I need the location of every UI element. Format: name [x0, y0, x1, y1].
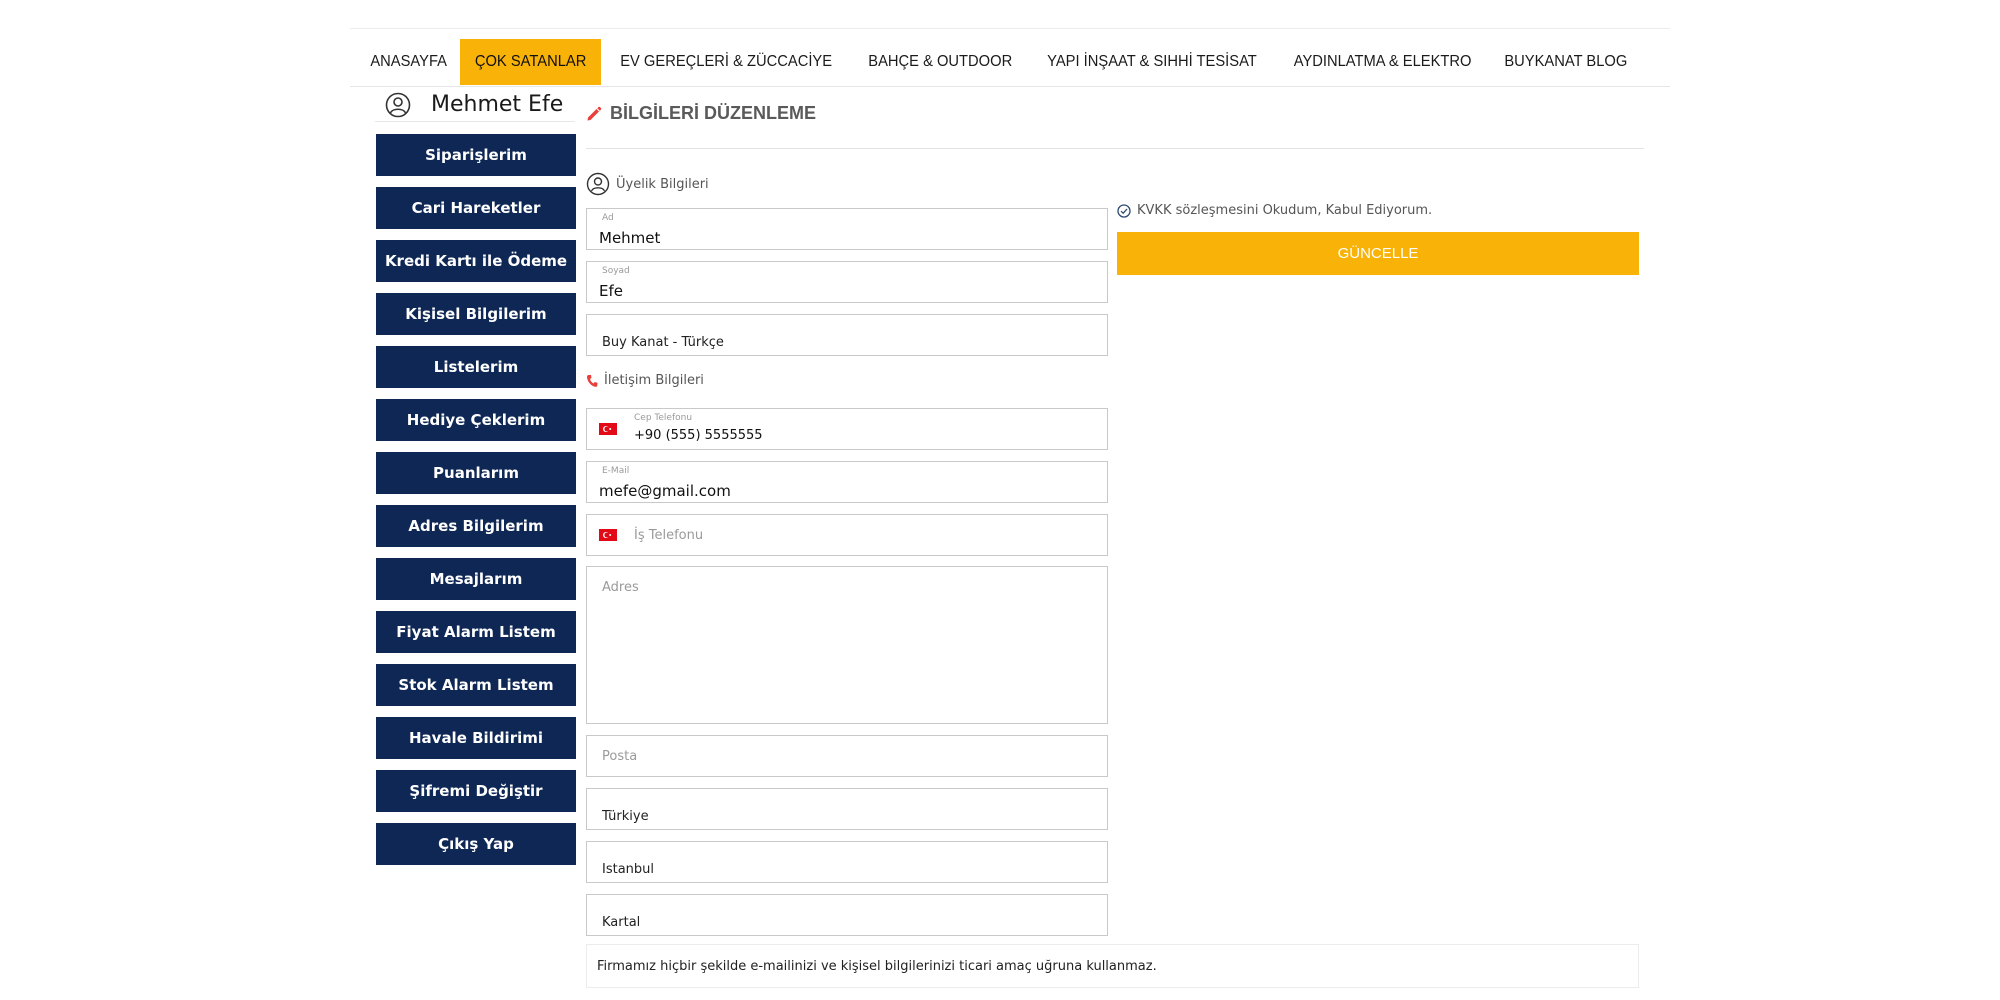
user-circle-icon — [586, 172, 610, 196]
sidebar-item-sifremi-degistir[interactable] — [376, 770, 576, 812]
pencil-icon — [586, 106, 602, 122]
nav-item-label: EV GEREÇLERİ & ZÜCCACİYE — [620, 53, 833, 70]
last-name-value: Efe — [599, 282, 623, 300]
privacy-note-text: Firmamız hiçbir şekilde e-mailinizi ve kişisel bilgilerinizi ticari amaç uğruna kullanmaz. — [597, 958, 1157, 974]
sidebar-item-label: Puanlarım — [433, 464, 519, 482]
district-value: Kartal — [602, 915, 641, 930]
kvkk-consent-text: KVKK sözleşmesini Okudum, Kabul Ediyorum. — [1137, 203, 1433, 218]
contact-section-text: İletişim Bilgileri — [604, 373, 704, 388]
sidebar-item-fiyat-alarm[interactable] — [376, 611, 576, 653]
sidebar-item-label: Listelerim — [433, 358, 519, 376]
store-language-value: Buy Kanat - Türkçe — [602, 335, 724, 350]
sidebar-item-stok-alarm[interactable] — [376, 664, 576, 706]
nav-item-anasayfa[interactable] — [357, 39, 460, 85]
sidebar-item-puanlarim[interactable] — [376, 452, 576, 494]
first-name-label: Ad — [602, 213, 614, 223]
first-name-field[interactable] — [586, 208, 1108, 250]
nav-item-label: YAPI İNŞAAT & SIHHİ TESİSAT — [1047, 53, 1258, 70]
turkey-flag-icon — [599, 529, 617, 541]
nav-item-label: BUYKANAT BLOG — [1504, 53, 1628, 70]
nav-divider — [350, 86, 1670, 87]
work-phone-field[interactable] — [586, 514, 1108, 556]
nav-item-label: ANASAYFA — [370, 53, 447, 70]
kvkk-consent-checkbox[interactable] — [1117, 203, 1432, 218]
nav-item-yapi-insaat[interactable] — [1028, 39, 1276, 85]
mobile-phone-field[interactable] — [586, 408, 1108, 450]
email-field[interactable] — [586, 461, 1108, 503]
sidebar-item-label: Hediye Çeklerim — [406, 411, 546, 429]
sidebar-item-cari-hareketler[interactable] — [376, 187, 576, 229]
sidebar-item-label: Siparişlerim — [425, 146, 527, 164]
nav-item-label: AYDINLATMA & ELEKTRO — [1293, 53, 1472, 70]
country-value: Türkiye — [602, 809, 649, 824]
district-select[interactable] — [586, 894, 1108, 936]
sidebar-item-hediye-ceklerim[interactable] — [376, 399, 576, 441]
main-navigation — [0, 39, 2000, 85]
city-select[interactable] — [586, 841, 1108, 883]
phone-icon — [586, 374, 598, 388]
postal-field[interactable] — [586, 735, 1108, 777]
first-name-value: Mehmet — [599, 229, 661, 247]
update-button[interactable] — [1117, 232, 1639, 275]
sidebar-item-mesajlarim[interactable] — [376, 558, 576, 600]
address-textarea[interactable] — [586, 566, 1108, 724]
header-divider — [350, 28, 1670, 29]
check-circle-icon — [1117, 204, 1131, 218]
nav-item-bahce-outdoor[interactable] — [852, 39, 1028, 85]
sidebar-item-label: Stok Alarm Listem — [398, 676, 554, 694]
sidebar-item-label: Kişisel Bilgilerim — [405, 305, 547, 323]
sidebar-item-kisisel-bilgilerim[interactable] — [376, 293, 576, 335]
user-name: Mehmet Efe — [431, 92, 564, 117]
privacy-note — [586, 944, 1639, 988]
membership-section-label — [586, 172, 709, 196]
page-title-text: BİLGİLERİ DÜZENLEME — [610, 103, 816, 123]
sidebar-item-listelerim[interactable] — [376, 346, 576, 388]
sidebar-item-label: Mesajlarım — [429, 570, 523, 588]
sidebar-item-label: Fiyat Alarm Listem — [396, 623, 556, 641]
mobile-phone-value: +90 (555) 5555555 — [634, 428, 763, 443]
last-name-field[interactable] — [586, 261, 1108, 303]
update-button-label: GÜNCELLE — [1337, 245, 1419, 262]
nav-item-aydinlatma[interactable] — [1276, 39, 1489, 85]
address-placeholder: Adres — [602, 580, 639, 595]
contact-section-label — [586, 373, 704, 388]
nav-item-label: BAHÇE & OUTDOOR — [868, 53, 1012, 70]
last-name-label: Soyad — [602, 266, 630, 276]
nav-item-ev-grecleri[interactable] — [601, 39, 851, 85]
user-header — [375, 88, 575, 122]
page-title — [586, 103, 816, 124]
sidebar-item-cikis-yap[interactable] — [376, 823, 576, 865]
nav-item-label: ÇOK SATANLAR — [475, 53, 587, 70]
sidebar-item-kredi-karti[interactable] — [376, 240, 576, 282]
mobile-phone-label: Cep Telefonu — [634, 413, 693, 423]
postal-placeholder: Posta — [602, 749, 638, 764]
turkey-flag-icon — [599, 423, 617, 435]
sidebar-item-label: Şifremi Değiştir — [409, 782, 543, 800]
email-label: E-Mail — [602, 466, 630, 476]
work-phone-placeholder: İş Telefonu — [634, 528, 704, 543]
store-language-select[interactable] — [586, 314, 1108, 356]
email-value: mefe@gmail.com — [599, 482, 731, 500]
sidebar-item-label: Çıkış Yap — [438, 835, 514, 853]
sidebar-item-siparislerim[interactable] — [376, 134, 576, 176]
nav-item-cok-satanlar[interactable] — [460, 39, 601, 85]
sidebar-item-label: Adres Bilgilerim — [408, 517, 544, 535]
sidebar-item-label: Cari Hareketler — [411, 199, 541, 217]
membership-section-text: Üyelik Bilgileri — [616, 176, 709, 192]
nav-item-blog[interactable] — [1489, 39, 1643, 85]
sidebar-item-label: Kredi Kartı ile Ödeme — [384, 252, 568, 270]
country-select[interactable] — [586, 788, 1108, 830]
sidebar-item-label: Havale Bildirimi — [408, 729, 544, 747]
title-divider — [586, 148, 1644, 149]
sidebar-item-havale-bildirimi[interactable] — [376, 717, 576, 759]
city-value: Istanbul — [602, 862, 655, 877]
sidebar-item-adres-bilgilerim[interactable] — [376, 505, 576, 547]
user-avatar-icon — [385, 92, 411, 118]
